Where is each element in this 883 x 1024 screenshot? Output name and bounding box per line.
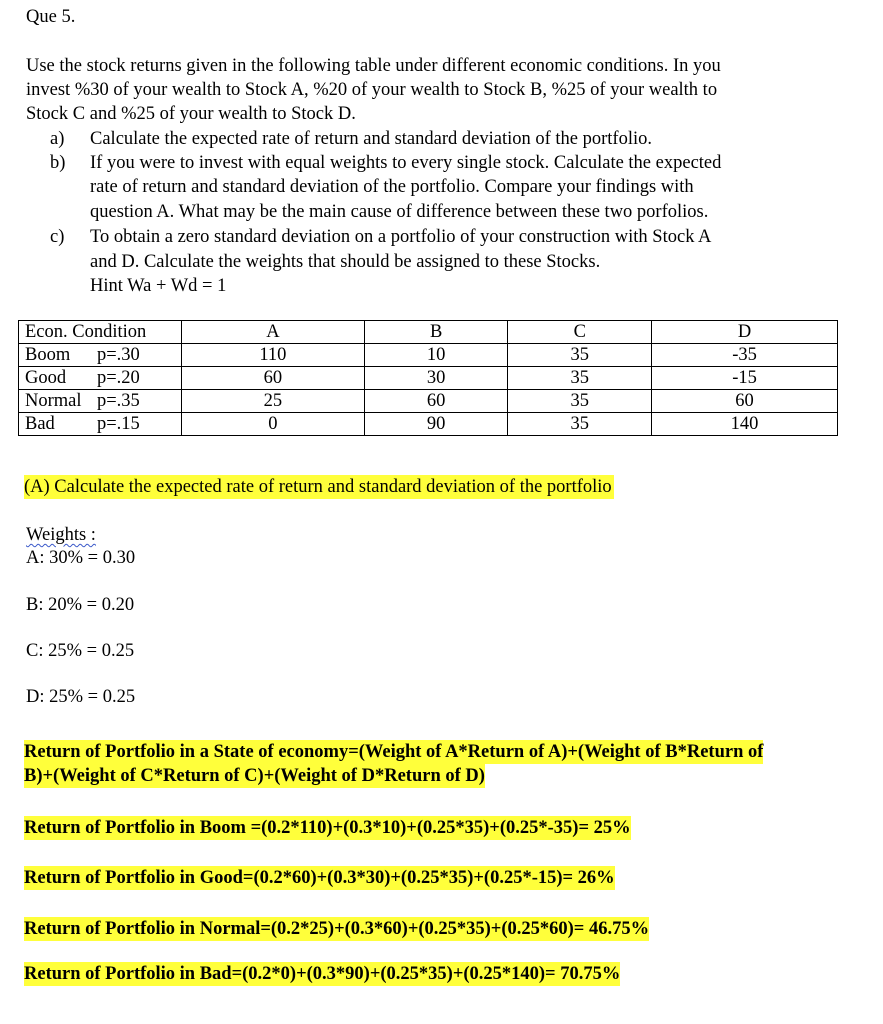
table-row bbox=[19, 344, 838, 367]
table-cell-condition bbox=[19, 413, 182, 436]
table-row bbox=[19, 413, 838, 436]
intro-line: invest %30 of your wealth to Stock A, %20 of your wealth to Stock B, %25 of your wealth to bbox=[26, 80, 718, 100]
part-letter: c) bbox=[50, 227, 65, 247]
table-header: C bbox=[508, 321, 652, 344]
question-title: Que 5. bbox=[26, 7, 76, 27]
part-b-line: If you were to invest with equal weights to every single stock. Calculate the expected bbox=[90, 153, 722, 173]
weight-item: A: 30% = 0.30 bbox=[26, 548, 136, 568]
return-boom: Return of Portfolio in Boom =(0.2*110)+(0.3*10)+(0.25*35)+(0.25*-35)= 25% bbox=[24, 818, 631, 838]
table-header: A bbox=[182, 321, 365, 344]
weight-item: B: 20% = 0.20 bbox=[26, 595, 135, 615]
table-row bbox=[19, 390, 838, 413]
part-a-line: Calculate the expected rate of return and standard deviation of the portfolio. bbox=[90, 129, 652, 149]
condition-probability: p=.15 bbox=[97, 414, 140, 434]
part-c-line: To obtain a zero standard deviation on a portfolio of your construction with Stock A bbox=[90, 227, 712, 247]
condition-name: Normal bbox=[25, 391, 82, 411]
table-cell: 10 bbox=[364, 344, 508, 367]
table-cell: 35 bbox=[508, 367, 652, 390]
table-cell: 110 bbox=[182, 344, 365, 367]
table-header-row bbox=[19, 321, 838, 344]
part-b-line: rate of return and standard deviation of the portfolio. Compare your findings with bbox=[90, 177, 694, 197]
condition-probability: p=.20 bbox=[97, 368, 140, 388]
formula-line: B)+(Weight of C*Return of C)+(Weight of D*Return of D) bbox=[24, 766, 485, 786]
table-cell: 60 bbox=[652, 390, 838, 413]
return-bad: Return of Portfolio in Bad=(0.2*0)+(0.3*90)+(0.25*35)+(0.25*140)= 70.75% bbox=[24, 964, 621, 984]
table-cell-condition bbox=[19, 390, 182, 413]
weights-label: Weights : bbox=[26, 525, 96, 545]
table-cell: 90 bbox=[364, 413, 508, 436]
weight-item: D: 25% = 0.25 bbox=[26, 687, 136, 707]
weight-item: C: 25% = 0.25 bbox=[26, 641, 135, 661]
condition-probability: p=.35 bbox=[97, 391, 140, 411]
returns-table bbox=[18, 320, 838, 436]
table-cell: 0 bbox=[182, 413, 365, 436]
table-cell: 30 bbox=[364, 367, 508, 390]
table-cell: -15 bbox=[652, 367, 838, 390]
condition-probability: p=.30 bbox=[97, 345, 140, 365]
intro-line: Stock C and %25 of your wealth to Stock D. bbox=[26, 104, 356, 124]
part-letter: b) bbox=[50, 153, 66, 173]
part-c-line: and D. Calculate the weights that should be assigned to these Stocks. bbox=[90, 252, 601, 272]
part-letter: a) bbox=[50, 129, 65, 149]
table-cell-condition bbox=[19, 367, 182, 390]
table-cell: 60 bbox=[182, 367, 365, 390]
return-good: Return of Portfolio in Good=(0.2*60)+(0.3*30)+(0.25*35)+(0.25*-15)= 26% bbox=[24, 868, 615, 888]
table-cell: 60 bbox=[364, 390, 508, 413]
condition-name: Good bbox=[25, 368, 67, 388]
part-b-line: question A. What may be the main cause of difference between these two porfolios. bbox=[90, 202, 709, 222]
table-cell-condition bbox=[19, 344, 182, 367]
table-row bbox=[19, 367, 838, 390]
table-cell: -35 bbox=[652, 344, 838, 367]
return-normal: Return of Portfolio in Normal=(0.2*25)+(0.3*60)+(0.25*35)+(0.25*60)= 46.75% bbox=[24, 919, 650, 939]
table-cell: 140 bbox=[652, 413, 838, 436]
formula-line: Return of Portfolio in a State of economy=(Weight of A*Return of A)+(Weight of B*Return of bbox=[24, 742, 764, 762]
table-cell: 35 bbox=[508, 344, 652, 367]
condition-name: Boom bbox=[25, 345, 71, 365]
part-c-hint: Hint Wa + Wd = 1 bbox=[90, 276, 227, 296]
answer-heading: (A) Calculate the expected rate of return and standard deviation of the portfolio bbox=[24, 477, 612, 497]
table-header: D bbox=[652, 321, 838, 344]
table-cell: 25 bbox=[182, 390, 365, 413]
table-header: Econ. Condition bbox=[19, 321, 182, 344]
intro-line: Use the stock returns given in the following table under different economic conditions. In you bbox=[26, 56, 721, 76]
table-header: B bbox=[364, 321, 508, 344]
condition-name: Bad bbox=[25, 414, 55, 434]
table-cell: 35 bbox=[508, 390, 652, 413]
table-cell: 35 bbox=[508, 413, 652, 436]
